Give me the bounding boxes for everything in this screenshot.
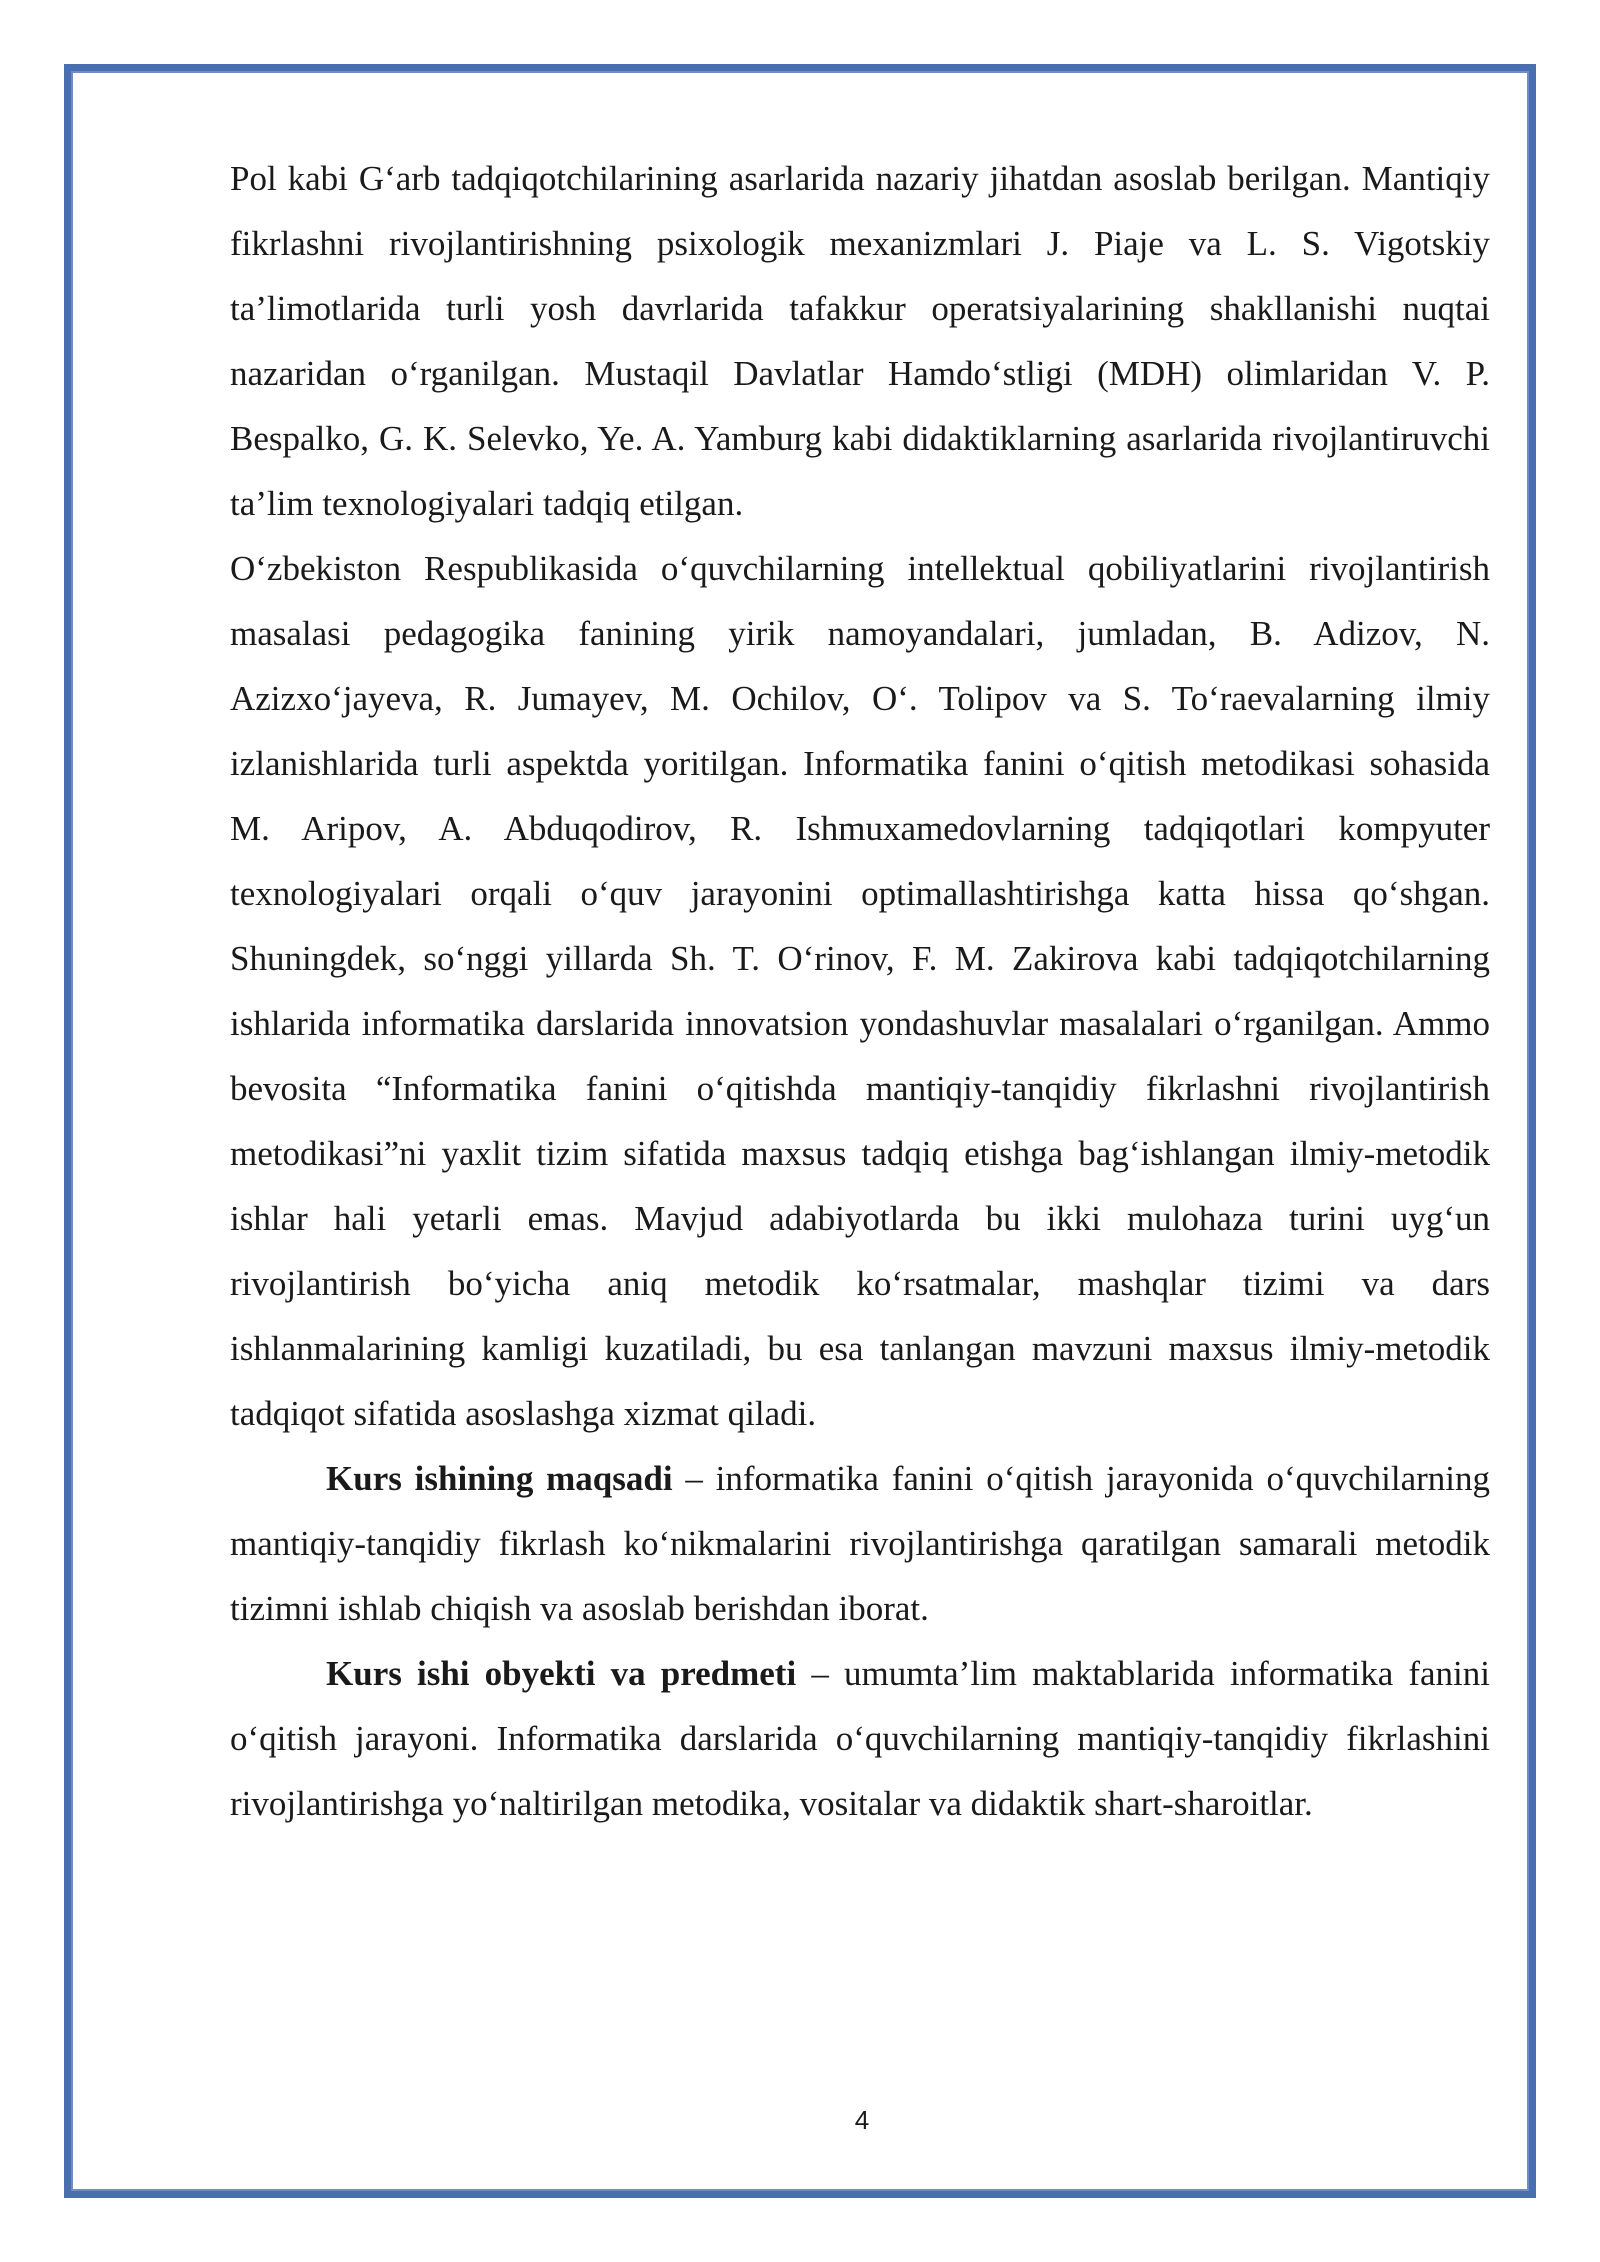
goal-heading: Kurs ishining maqsadi	[326, 1459, 673, 1498]
paragraph-1: Pol kabi G‘arb tadqiqotchilarining asarlarida nazariy jihatdan asoslab berilgan. Mantiqiy fikrlashni rivojlantirishning psixologik mexanizmlari J. Piaje va L. S. Vigotskiy ta’limotlarida turli yosh davrlarida tafakkur operatsiyalarining shakllanishi nuqtai nazaridan o‘rganilgan. Mustaqil Davlatlar Hamdo‘stligi (MDH) olimlaridan V. P. Bespalko, G. K. Selevko, Ye. A. Yamburg kabi didaktiklarning asarlarida rivojlantiruvchi ta’lim texnologiyalari tadqiq etilgan.	[230, 159, 1490, 523]
paragraph-goal	[230, 1446, 1490, 1641]
page-number: 4	[854, 2105, 870, 2135]
document-body	[230, 146, 1490, 1836]
paragraph-object	[230, 1641, 1490, 1836]
object-heading: Kurs ishi obyekti va predmeti	[326, 1654, 797, 1693]
goal-text: – informatika fanini o‘qitish jarayonida o‘quvchilarning mantiqiy-tanqidiy fikrlash ko‘nikmalarini rivojlantirishga qaratilgan samarali metodik tizimni ishlab chiqish va asoslab berishdan iborat.	[230, 1459, 1491, 1628]
paragraph-2: O‘zbekiston Respublikasida o‘quvchilarning intellektual qobiliyatlarini rivojlantirish masalasi pedagogika fanining yirik namoyandalari, jumladan, B. Adizov, N. Azizxo‘jayeva, R. Jumayev, M. Ochilov, O‘. Tolipov va S. To‘raevalarning ilmiy izlanishlarida turli aspektda yoritilgan. Informatika fanini o‘qitish metodikasi sohasida M. Aripov, A. Abduqodirov, R. Ishmuxamedovlarning tadqiqotlari kompyuter texnologiyalari orqali o‘quv jarayonini optimallashtirishga katta hissa qo‘shgan. Shuningdek, so‘nggi yillarda Sh. T. O‘rinov, F. M. Zakirova kabi tadqiqotchilarning ishlarida informatika darslarida innovatsion yondashuvlar masalalari o‘rganilgan. Ammo bevosita “Informatika fanini o‘qitishda mantiqiy-tanqidiy fikrlashni rivojlantirish metodikasi”ni yaxlit tizim sifatida maxsus tadqiq etishga bag‘ishlangan ilmiy-metodik ishlar hali yetarli emas. Mavjud adabiyotlarda bu ikki mulohaza turini uyg‘un rivojlantirish bo‘yicha aniq metodik ko‘rsatmalar, mashqlar tizimi va dars ishlanmalarining kamligi kuzatiladi, bu esa tanlangan mavzuni maxsus ilmiy-metodik tadqiqot sifatida asoslashga xizmat qiladi.	[230, 549, 1490, 1433]
object-text: – umumta’lim maktablarida informatika fanini o‘qitish jarayoni. Informatika darslarida o‘quvchilarning mantiqiy-tanqidiy fikrlashini rivojlantirishga yo‘naltirilgan metodika, vositalar va didaktik shart-sharoitlar.	[230, 1654, 1491, 1823]
